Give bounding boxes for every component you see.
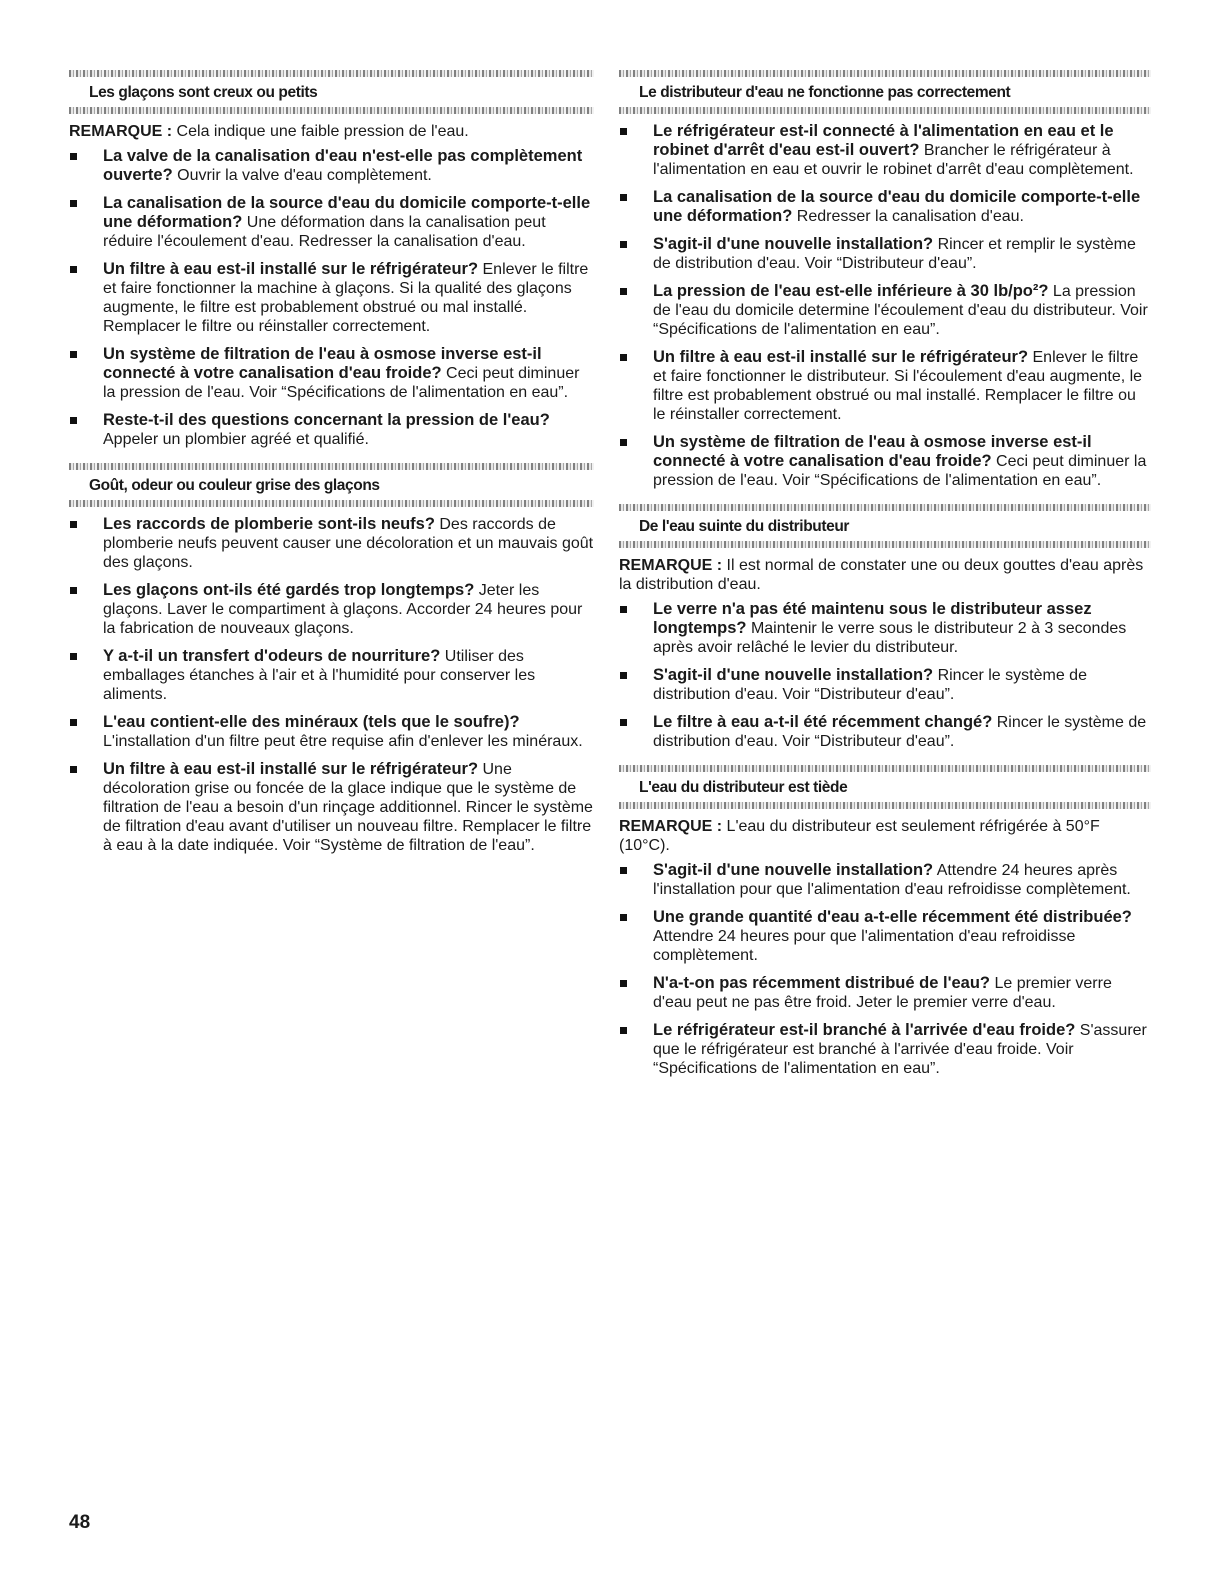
answer: Des raccords de plomberie neufs peuvent causer une décoloration et un mauvais goût des glaçons. [103, 516, 594, 571]
answer: Une déformation dans la canalisation peut réduire l'écoulement d'eau. Redresser la canalisation d'eau. [103, 214, 546, 250]
list-item [619, 908, 1151, 965]
question: La pression de l'eau est-elle inférieure à 30 lb/po²? [653, 282, 1049, 300]
section-header [69, 70, 594, 114]
section-taste-odor [69, 463, 594, 855]
question: Y a-t-il un transfert d'odeurs de nourriture? [103, 647, 441, 665]
list-item [619, 666, 1151, 704]
section-hollow-ice [69, 70, 594, 449]
list-item [69, 194, 594, 251]
question: La canalisation de la source d'eau du domicile comporte-t-elle une déformation? [653, 188, 1141, 225]
answer: Le premier verre d'eau peut ne pas être froid. Jeter le premier verre d'eau. [653, 975, 1112, 1011]
list-item [619, 861, 1151, 899]
note-label: REMARQUE : [69, 123, 173, 140]
list-item [69, 260, 594, 336]
answer: La pression de l'eau du domicile determine l'écoulement d'eau du distributeur. Voir “Spécifications de l'alimentation en eau”. [653, 283, 1148, 338]
list-item [619, 188, 1151, 226]
note-text: L'eau du distributeur est seulement réfrigérée à 50°F (10°C). [619, 818, 1100, 854]
list-item [69, 515, 594, 572]
answer: Attendre 24 heures pour que l'alimentation d'eau refroidisse complètement. [653, 928, 1076, 964]
question: S'agit-il d'une nouvelle installation? [653, 666, 934, 684]
note-label: REMARQUE : [619, 818, 723, 835]
list-item [619, 282, 1151, 339]
question: Un filtre à eau est-il installé sur le réfrigérateur? [653, 348, 1029, 366]
section-header [619, 504, 1151, 548]
answer: Maintenir le verre sous le distributeur 2 à 3 secondes après avoir relâché le levier du distributeur. [653, 620, 1127, 656]
list-item [619, 235, 1151, 273]
divider [619, 107, 1151, 114]
list-item [619, 433, 1151, 490]
divider [619, 541, 1151, 548]
list-item [619, 122, 1151, 179]
section-header [69, 463, 594, 507]
divider [619, 765, 1151, 772]
list-item [69, 581, 594, 638]
page-number: 48 [69, 1512, 91, 1533]
list-item [619, 974, 1151, 1012]
section-header [619, 70, 1151, 114]
section-water-leaks [619, 504, 1151, 751]
question: Un filtre à eau est-il installé sur le réfrigérateur? [103, 260, 479, 278]
divider [69, 107, 594, 114]
answer: Rincer le système de distribution d'eau. Voir “Distributeur d'eau”. [653, 667, 1087, 703]
note-text: Cela indique une faible pression de l'eau. [172, 123, 469, 140]
question: Le réfrigérateur est-il connecté à l'alimentation en eau et le robinet d'arrêt d'eau est-il ouvert? [653, 122, 1114, 159]
answer: Brancher le réfrigérateur à l'alimentation en eau et ouvrir le robinet d'arrêt d'eau complètement. [653, 142, 1134, 178]
answer: S'assurer que le réfrigérateur est branché à l'arrivée d'eau froide. Voir “Spécifications de l'alimentation en eau”. [653, 1022, 1147, 1077]
list-item [619, 713, 1151, 751]
question: L'eau contient-elle des minéraux (tels que le soufre)? [103, 713, 520, 731]
note-label: REMARQUE : [619, 557, 723, 574]
question: Un système de filtration de l'eau à osmose inverse est-il connecté à votre canalisation d'eau froide? [653, 433, 1092, 470]
section-water-lukewarm [619, 765, 1151, 1078]
list-item [619, 1021, 1151, 1078]
question: N'a-t-on pas récemment distribué de l'eau? [653, 974, 991, 992]
question: Les raccords de plomberie sont-ils neufs? [103, 515, 435, 533]
answer: L'installation d'un filtre peut être requise afin d'enlever les minéraux. [103, 733, 583, 750]
answer: Enlever le filtre et faire fonctionner la machine à glaçons. Si la qualité des glaçons augmente, le filtre est probablement obstrué ou mal installé. Remplacer le filtre ou réinstaller correctement. [103, 261, 589, 335]
section-title: Le distributeur d'eau ne fonctionne pas correctement [639, 84, 1011, 101]
question: La canalisation de la source d'eau du domicile comporte-t-elle une déformation? [103, 194, 591, 231]
list-item [69, 713, 594, 751]
answer: Enlever le filtre et faire fonctionner le distributeur. Si l'écoulement d'eau augmente, le filtre est probablement obstrué ou mal installé. Remplacer le filtre ou le réinstaller correctement. [653, 349, 1143, 423]
answer: Jeter les glaçons. Laver le compartiment à glaçons. Accorder 24 heures pour la fabrication de nouveaux glaçons. [103, 582, 583, 637]
question: Un filtre à eau est-il installé sur le réfrigérateur? [103, 760, 479, 778]
divider [619, 70, 1151, 77]
question: Le réfrigérateur est-il branché à l'arrivée d'eau froide? [653, 1021, 1076, 1039]
question: S'agit-il d'une nouvelle installation? [653, 235, 934, 253]
answer: Ceci peut diminuer la pression de l'eau. Voir “Spécifications de l'alimentation en eau”. [103, 365, 580, 401]
note [619, 817, 1151, 855]
divider [619, 504, 1151, 511]
item-list [69, 147, 594, 449]
note [69, 122, 594, 141]
question: Le filtre à eau a-t-il été récemment changé? [653, 713, 993, 731]
answer: Redresser la canalisation d'eau. [792, 208, 1024, 225]
question: Les glaçons ont-ils été gardés trop longtemps? [103, 581, 475, 599]
list-item [69, 147, 594, 185]
question: Une grande quantité d'eau a-t-elle récemment été distribuée? [653, 908, 1132, 926]
question: Reste-t-il des questions concernant la pression de l'eau? [103, 411, 550, 429]
answer: Attendre 24 heures après l'installation pour que l'alimentation d'eau refroidisse complètement. [653, 862, 1131, 898]
list-item [69, 760, 594, 855]
section-title: De l'eau suinte du distributeur [639, 518, 850, 535]
section-header [619, 765, 1151, 809]
divider [69, 70, 594, 77]
section-title: L'eau du distributeur est tiède [639, 779, 848, 796]
divider [69, 500, 594, 507]
list-item [69, 647, 594, 704]
item-list [69, 515, 594, 855]
note [619, 556, 1151, 594]
note-text: Il est normal de constater une ou deux gouttes d'eau après la distribution d'eau. [619, 557, 1144, 593]
answer: Appeler un plombier agréé et qualifié. [103, 431, 369, 448]
question: S'agit-il d'une nouvelle installation? [653, 861, 934, 879]
list-item [619, 348, 1151, 424]
section-title: Les glaçons sont creux ou petits [89, 84, 318, 101]
list-item [69, 411, 594, 449]
answer: Rincer le système de distribution d'eau. Voir “Distributeur d'eau”. [653, 714, 1147, 750]
divider [619, 802, 1151, 809]
item-list [619, 122, 1151, 490]
question: Le verre n'a pas été maintenu sous le distributeur assez longtemps? [653, 600, 1092, 637]
answer: Ceci peut diminuer la pression de l'eau. Voir “Spécifications de l'alimentation en eau”. [653, 453, 1147, 489]
left-column [69, 70, 594, 869]
item-list [619, 861, 1151, 1078]
question: Un système de filtration de l'eau à osmose inverse est-il connecté à votre canalisation d'eau froide? [103, 345, 542, 382]
answer: Une décoloration grise ou foncée de la glace indique que le système de filtration de l'eau a besoin d'un rinçage additionnel. Rincer le système de filtration d'eau avant d'utiliser un nouveau filtre. Remplacer le filtre à eau à la date indiquée. Voir “Système de filtration de l'eau”. [103, 761, 593, 854]
item-list [619, 600, 1151, 751]
section-dispenser-not-working [619, 70, 1151, 490]
question: La valve de la canalisation d'eau n'est-elle pas complètement ouverte? [103, 147, 583, 184]
right-column [619, 70, 1151, 1092]
list-item [69, 345, 594, 402]
list-item [619, 600, 1151, 657]
section-title: Goût, odeur ou couleur grise des glaçons [89, 477, 380, 494]
answer: Rincer et remplir le système de distribution d'eau. Voir “Distributeur d'eau”. [653, 236, 1136, 272]
divider [69, 463, 594, 470]
answer: Utiliser des emballages étanches à l'air et à l'humidité pour conserver les aliments. [103, 648, 536, 703]
answer: Ouvrir la valve d'eau complètement. [172, 167, 432, 184]
